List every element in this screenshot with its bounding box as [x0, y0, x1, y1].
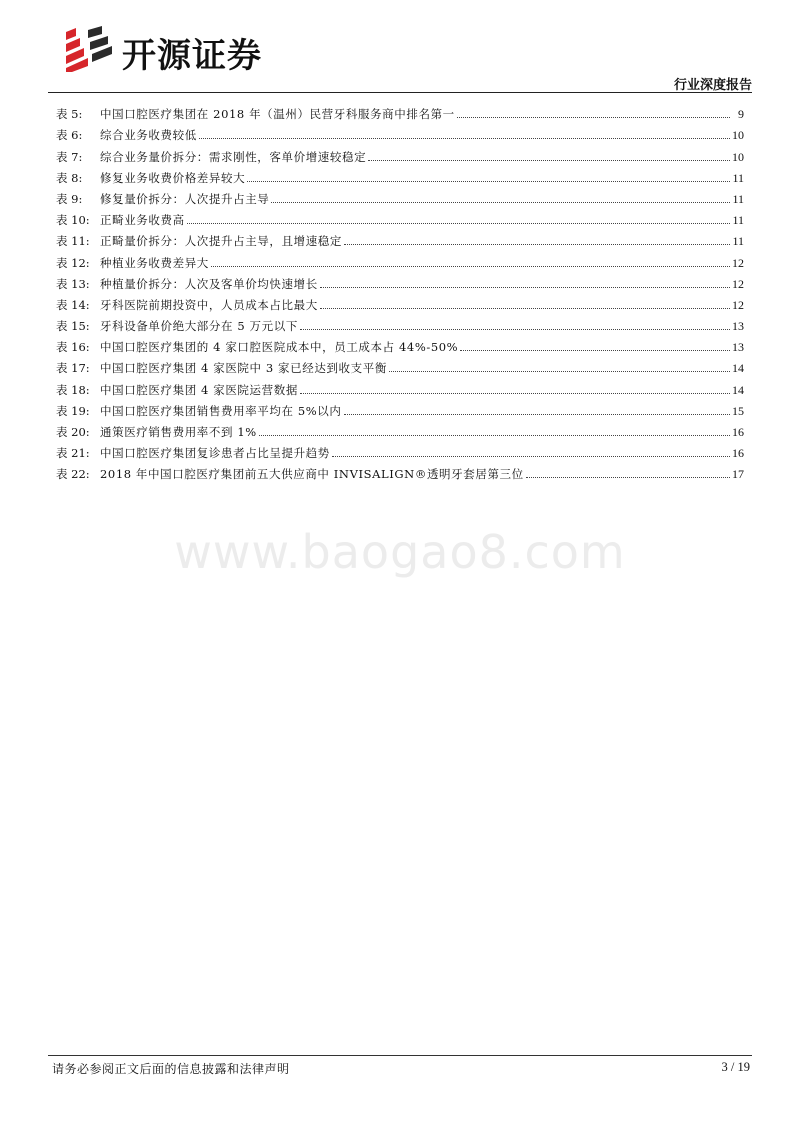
toc-entry-page-number: 9	[738, 107, 744, 122]
toc-entry[interactable]	[56, 375, 744, 396]
toc-entry-label: 表 13:	[56, 276, 90, 291]
toc-entry-title: 种植业务收费差异大	[100, 255, 209, 270]
toc-entry-label: 表 19:	[56, 403, 90, 418]
toc-entry-title: 2018 年中国口腔医疗集团前五大供应商中 INVISALIGN®透明牙套居第三位	[100, 467, 524, 482]
toc-entry[interactable]	[56, 100, 744, 121]
toc-entry-label: 表 16:	[56, 340, 90, 355]
toc-entry[interactable]	[56, 227, 744, 248]
toc-entry-page-number: 11	[732, 170, 744, 185]
toc-entry[interactable]	[56, 248, 744, 269]
toc-entry-page-number: 13	[732, 340, 744, 355]
toc-entry-title: 中国口腔医疗集团的 4 家口腔医院成本中，员工成本占 44%-50%	[100, 340, 459, 355]
toc-dot-leader	[457, 117, 730, 118]
toc-entry[interactable]	[56, 397, 744, 418]
toc-entry[interactable]	[56, 354, 744, 375]
toc-dot-leader	[187, 223, 730, 224]
toc-dot-leader	[368, 160, 730, 161]
toc-entry-title: 种植量价拆分：人次及客单价均快速增长	[100, 276, 318, 291]
toc-entry-title: 综合业务量价拆分：需求刚性，客单价增速较稳定	[100, 149, 367, 164]
toc-entry[interactable]	[56, 312, 744, 333]
kaiyuan-logo-icon	[62, 26, 114, 72]
toc-entry[interactable]	[56, 333, 744, 354]
toc-entry-page-number: 10	[732, 149, 744, 164]
toc-entry-page-number: 14	[732, 361, 744, 376]
toc-dot-leader	[300, 393, 730, 394]
toc-entry-label: 表 7:	[56, 149, 83, 164]
page-header	[0, 0, 800, 92]
toc-entry-label: 表 11:	[56, 234, 90, 249]
toc-dot-leader	[247, 181, 730, 182]
toc-entry[interactable]	[56, 270, 744, 291]
watermark: www.baogao8.com	[174, 525, 626, 579]
toc-entry-page-number: 11	[732, 234, 744, 249]
header-divider	[48, 92, 752, 93]
footer-divider	[48, 1055, 752, 1056]
toc-entry-title: 通策医疗销售费用率不到 1%	[100, 425, 257, 439]
toc-entry-title: 正畸量价拆分：人次提升占主导，且增速稳定	[100, 234, 342, 249]
toc-dot-leader	[271, 202, 730, 203]
toc-entry-page-number: 14	[732, 382, 744, 397]
toc-entry-label: 表 5:	[56, 107, 83, 122]
brand-name: 开源证券	[122, 36, 262, 76]
toc-entry-label: 表 17:	[56, 361, 90, 376]
toc-dot-leader	[344, 414, 731, 415]
toc-dot-leader	[526, 477, 730, 478]
toc-entry[interactable]	[56, 142, 744, 163]
toc-entry-title: 修复量价拆分：人次提升占主导	[100, 191, 270, 206]
toc-entry-title: 中国口腔医疗集团 4 家医院中 3 家已经达到收支平衡	[100, 361, 387, 376]
toc-entry[interactable]	[56, 121, 744, 142]
toc-entry-label: 表 10:	[56, 213, 90, 228]
toc-entry-label: 表 22:	[56, 467, 90, 482]
toc-entry-title: 中国口腔医疗集团 4 家医院运营数据	[100, 382, 298, 397]
toc-entry-label: 表 6:	[56, 128, 83, 143]
toc-entry-title: 牙科设备单价绝大部分在 5 万元以下	[100, 319, 298, 334]
toc-entry-page-number: 13	[732, 319, 744, 334]
toc-entry-page-number: 15	[732, 403, 744, 418]
toc-entry-title: 正畸业务收费高	[100, 213, 185, 228]
toc-entry-page-number: 11	[732, 191, 744, 206]
toc-entry-page-number: 12	[732, 297, 744, 312]
toc-entry-page-number: 16	[732, 425, 744, 439]
toc-entry[interactable]	[56, 291, 744, 312]
toc-entry-title: 中国口腔医疗集团销售费用率平均在 5%以内	[100, 403, 342, 418]
toc-entry-title: 牙科医院前期投资中，人员成本占比最大	[100, 297, 318, 312]
toc-entry-label: 表 15:	[56, 319, 90, 334]
toc-dot-leader	[211, 266, 730, 267]
toc-entry-page-number: 12	[732, 255, 744, 270]
toc-entry-label: 表 14:	[56, 297, 90, 312]
toc-entry-label: 表 21:	[56, 446, 90, 461]
toc-entry-page-number: 10	[732, 128, 744, 143]
toc-entry[interactable]	[56, 164, 744, 185]
toc-entry-title: 修复业务收费价格差异较大	[100, 170, 246, 185]
toc-entry-label: 表 20:	[56, 425, 90, 439]
toc-entry[interactable]	[56, 439, 744, 460]
toc-entry[interactable]	[56, 185, 744, 206]
toc-entry-title: 中国口腔医疗集团复诊患者占比呈提升趋势	[100, 446, 330, 461]
toc-entry-page-number: 17	[732, 467, 744, 482]
toc-entry-title: 中国口腔医疗集团在 2018 年（温州）民营牙科服务商中排名第一	[100, 107, 455, 122]
toc-dot-leader	[199, 138, 730, 139]
page-indicator: 3 / 19	[721, 1060, 750, 1074]
toc-entry-label: 表 8:	[56, 170, 83, 185]
toc-dot-leader	[259, 435, 730, 436]
toc-dot-leader	[460, 350, 730, 351]
toc-entry-label: 表 9:	[56, 191, 83, 206]
toc-dot-leader	[332, 456, 730, 457]
report-type-label: 行业深度报告	[673, 78, 752, 93]
toc-entry-page-number: 12	[732, 276, 744, 291]
toc-dot-leader	[320, 287, 730, 288]
toc-entry[interactable]	[56, 206, 744, 227]
toc-entry-page-number: 16	[732, 446, 744, 461]
toc-entry[interactable]	[56, 418, 744, 439]
toc-entry-label: 表 18:	[56, 382, 90, 397]
toc-dot-leader	[300, 329, 730, 330]
toc-dot-leader	[389, 371, 730, 372]
toc-entry-title: 综合业务收费较低	[100, 128, 197, 143]
toc-entry-label: 表 12:	[56, 255, 90, 270]
brand-logo	[62, 26, 322, 76]
footer-disclaimer: 请务必参阅正文后面的信息披露和法律声明	[52, 1062, 290, 1076]
toc-entry[interactable]	[56, 460, 744, 481]
toc-dot-leader	[320, 308, 730, 309]
table-of-contents	[56, 100, 744, 481]
toc-dot-leader	[344, 244, 730, 245]
toc-entry-page-number: 11	[732, 213, 744, 228]
